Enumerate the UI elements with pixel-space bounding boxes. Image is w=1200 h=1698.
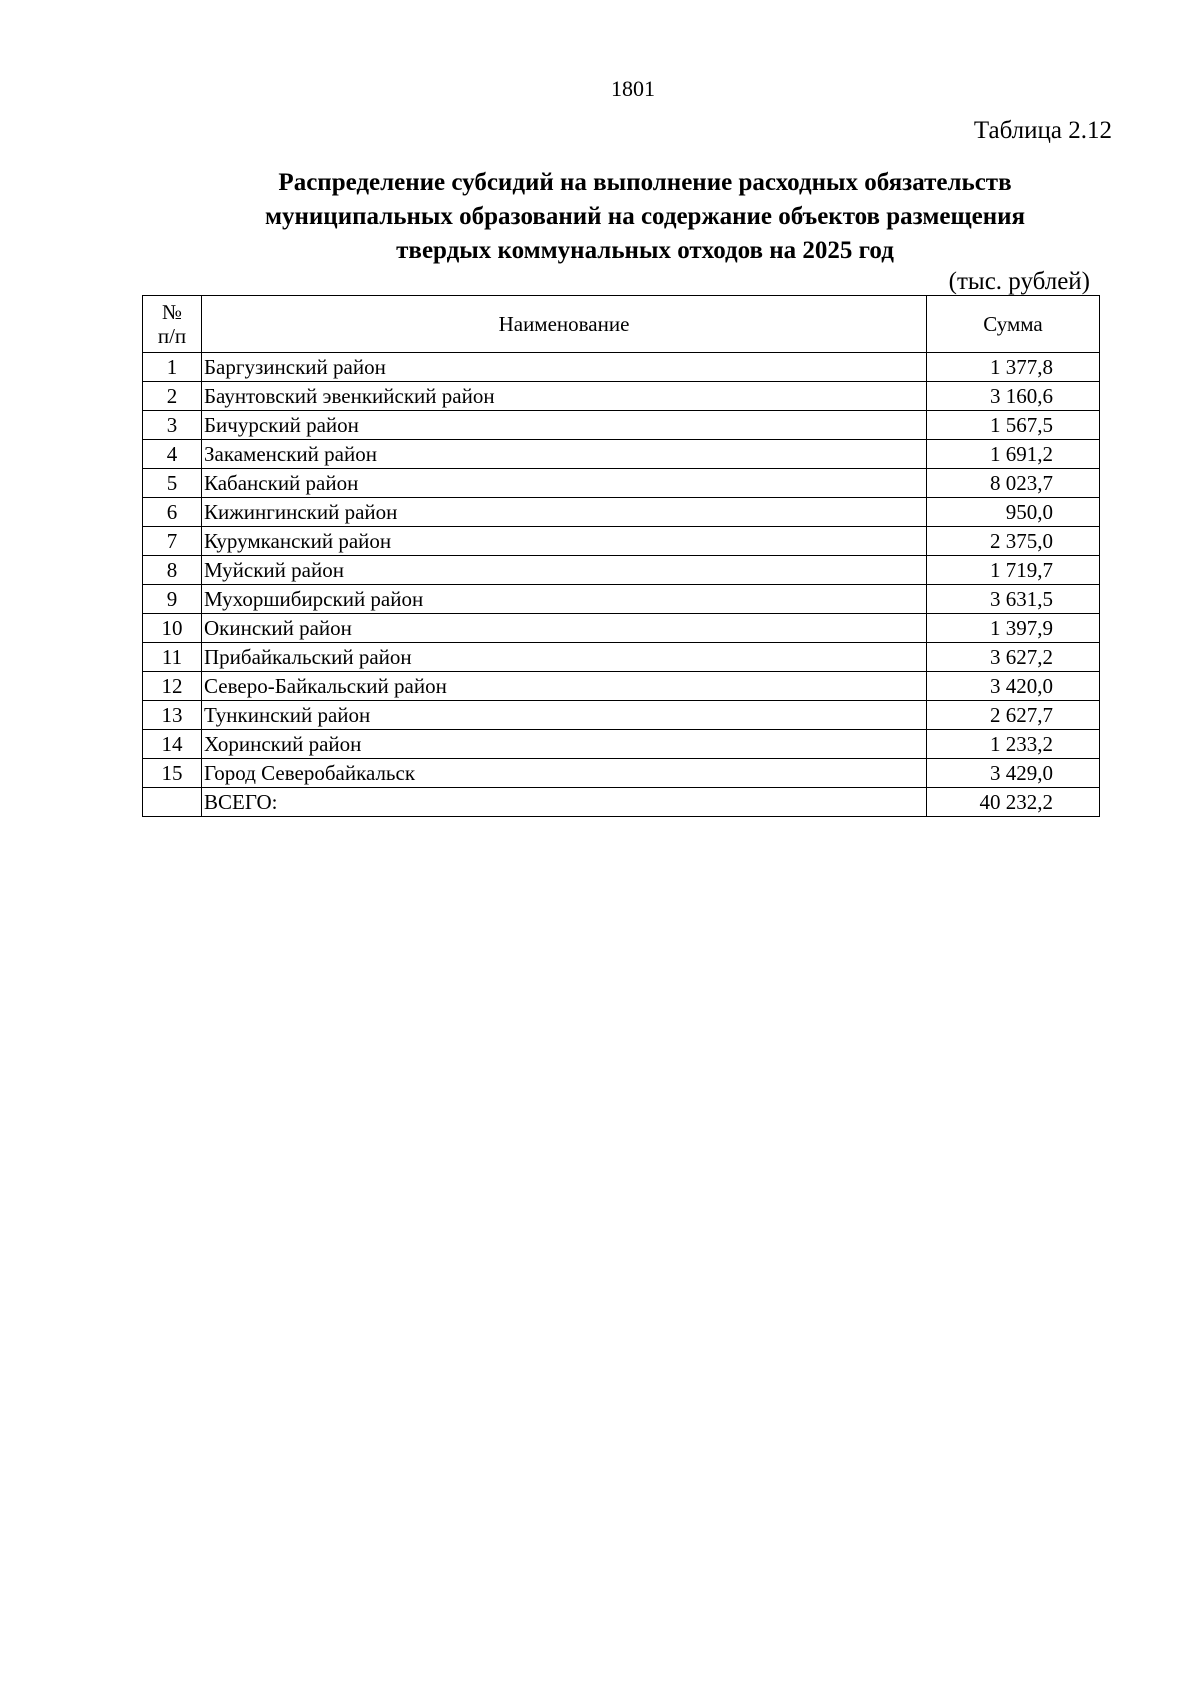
row-sum: 2 627,7: [990, 703, 1053, 727]
table-row: [143, 672, 1100, 701]
row-number: 8: [143, 556, 202, 585]
row-number: 1: [143, 353, 202, 382]
row-name: Кижингинский район: [202, 498, 927, 527]
row-sum-cell: [927, 411, 1100, 440]
table-header-row: [143, 296, 1100, 353]
row-name: Тункинский район: [202, 701, 927, 730]
table-row: [143, 759, 1100, 788]
row-number: 12: [143, 672, 202, 701]
row-name: Северо-Байкальский район: [202, 672, 927, 701]
row-sum-cell: [927, 527, 1100, 556]
total-sum: 40 232,2: [979, 790, 1053, 814]
row-number: 7: [143, 527, 202, 556]
document-title: [150, 166, 1140, 268]
table-row: [143, 556, 1100, 585]
row-sum: 3 631,5: [990, 587, 1053, 611]
table-row: [143, 498, 1100, 527]
row-number: 9: [143, 585, 202, 614]
row-number: 11: [143, 643, 202, 672]
row-number: [143, 788, 202, 817]
row-sum: 950,0: [1005, 500, 1053, 524]
row-name: Прибайкальский район: [202, 643, 927, 672]
table-row: [143, 701, 1100, 730]
table-total-row: [143, 788, 1100, 817]
table-row: [143, 527, 1100, 556]
row-name: Баргузинский район: [202, 353, 927, 382]
units-label: (тыс. рублей): [948, 268, 1090, 295]
row-number: 15: [143, 759, 202, 788]
total-sum-cell: [927, 788, 1100, 817]
table-label: Таблица 2.12: [973, 117, 1112, 144]
row-name: Бичурский район: [202, 411, 927, 440]
row-sum-cell: [927, 672, 1100, 701]
row-name: Хоринский район: [202, 730, 927, 759]
table-row: [143, 411, 1100, 440]
row-number: 6: [143, 498, 202, 527]
row-sum-cell: [927, 382, 1100, 411]
row-sum: 3 627,2: [990, 645, 1053, 669]
table-row: [143, 469, 1100, 498]
row-sum: 1 719,7: [990, 558, 1053, 582]
row-sum: 1 233,2: [990, 732, 1053, 756]
total-label: ВСЕГО:: [202, 788, 927, 817]
row-number: 2: [143, 382, 202, 411]
title-line-3: твердых коммунальных отходов на 2025 год: [396, 237, 894, 264]
page-number: 1801: [611, 76, 655, 101]
row-name: Город Северобайкальск: [202, 759, 927, 788]
row-name: Курумканский район: [202, 527, 927, 556]
row-name: Мухоршибирский район: [202, 585, 927, 614]
row-number: 5: [143, 469, 202, 498]
row-sum-cell: [927, 614, 1100, 643]
table-row: [143, 585, 1100, 614]
table-row: [143, 643, 1100, 672]
header-number-symbol: №: [161, 300, 183, 324]
row-sum-cell: [927, 556, 1100, 585]
header-sum: Сумма: [927, 296, 1100, 353]
row-number: 14: [143, 730, 202, 759]
row-name: Муйский район: [202, 556, 927, 585]
header-number: [143, 296, 202, 353]
row-name: Кабанский район: [202, 469, 927, 498]
row-sum: 3 429,0: [990, 761, 1053, 785]
subsidy-table: [142, 295, 1100, 817]
table-row: [143, 730, 1100, 759]
row-sum: 1 397,9: [990, 616, 1053, 640]
row-sum-cell: [927, 469, 1100, 498]
table-row: [143, 440, 1100, 469]
row-name: Закаменский район: [202, 440, 927, 469]
table-row: [143, 382, 1100, 411]
row-sum: 1 691,2: [990, 442, 1053, 466]
row-sum-cell: [927, 643, 1100, 672]
row-sum: 1 567,5: [990, 413, 1053, 437]
row-sum-cell: [927, 701, 1100, 730]
table-row: [143, 614, 1100, 643]
row-sum-cell: [927, 498, 1100, 527]
row-number: 4: [143, 440, 202, 469]
title-line-2: муниципальных образований на содержание объектов размещения: [264, 203, 1026, 230]
row-sum-cell: [927, 440, 1100, 469]
row-sum-cell: [927, 585, 1100, 614]
row-number: 3: [143, 411, 202, 440]
title-line-1: Распределение субсидий на выполнение расходных обязательств: [278, 169, 1012, 196]
row-number: 13: [143, 701, 202, 730]
header-number-abbrev: п/п: [157, 324, 187, 348]
row-name: Баунтовский эвенкийский район: [202, 382, 927, 411]
header-name: Наименование: [202, 296, 927, 353]
table-row: [143, 353, 1100, 382]
row-sum: 3 160,6: [990, 384, 1053, 408]
table-body: [143, 353, 1100, 817]
row-number: 10: [143, 614, 202, 643]
row-sum-cell: [927, 759, 1100, 788]
row-name: Окинский район: [202, 614, 927, 643]
row-sum-cell: [927, 353, 1100, 382]
row-sum-cell: [927, 730, 1100, 759]
row-sum: 8 023,7: [990, 471, 1053, 495]
row-sum: 2 375,0: [990, 529, 1053, 553]
row-sum: 1 377,8: [990, 355, 1053, 379]
row-sum: 3 420,0: [990, 674, 1053, 698]
